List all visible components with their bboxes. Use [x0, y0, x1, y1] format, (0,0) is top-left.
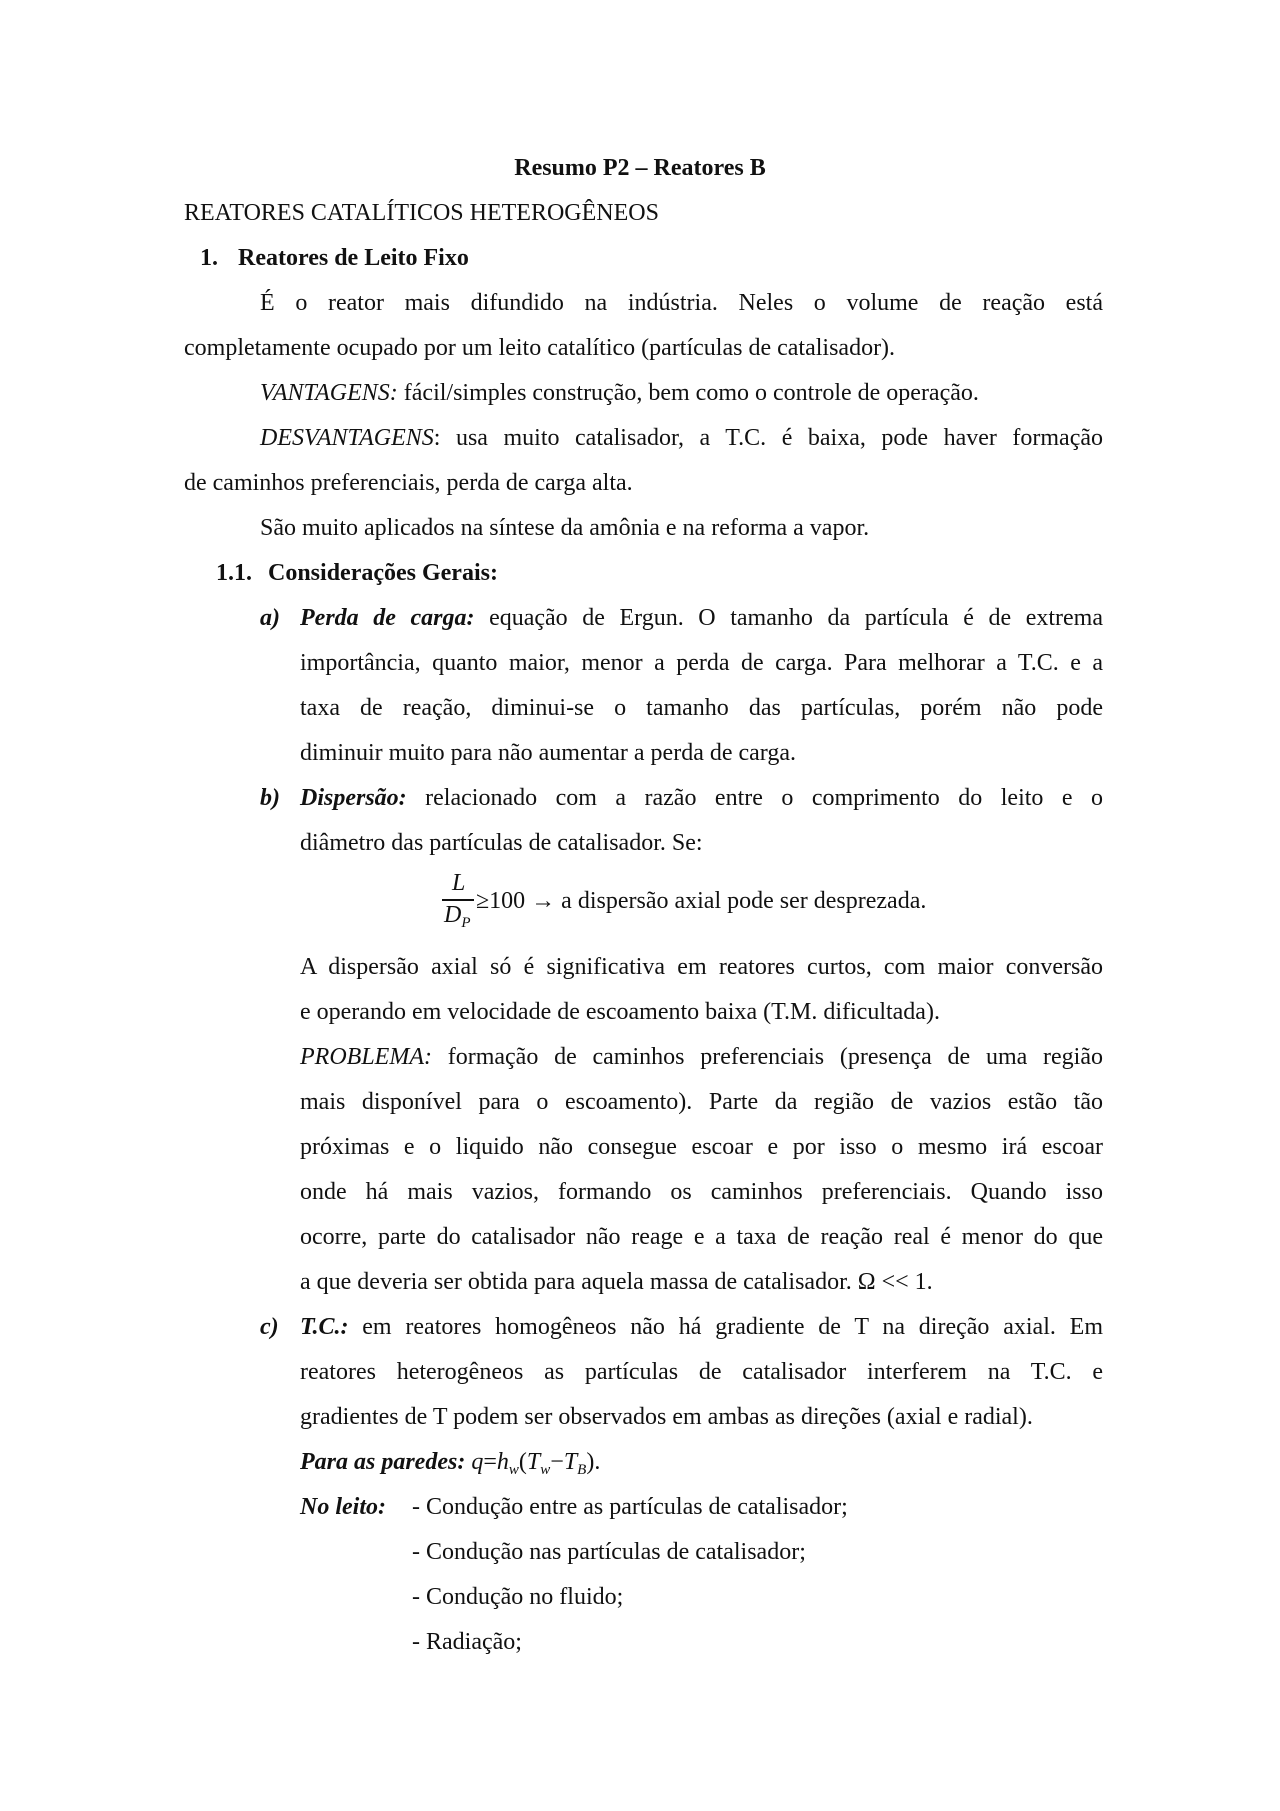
heading-1-number: 1. — [200, 245, 218, 271]
problema-line: a que deveria ser obtida para aquela massa de catalisador. Ω << 1. — [300, 1269, 933, 1295]
paragraph-intro-line: completamente ocupado por um leito catalítico (partículas de catalisador). — [184, 335, 896, 361]
heading-1: Reatores de Leito Fixo — [238, 245, 469, 271]
fraction-bar — [442, 899, 474, 901]
item-a-line: Perda de carga: equação de Ergun. O tamanho da partícula é de extrema — [300, 605, 1103, 631]
item-a-line: taxa de reação, diminui-se o tamanho das partículas, porém não pode — [300, 695, 1103, 721]
item-b-paragraph-line: e operando em velocidade de escoamento baixa (T.M. dificultada). — [300, 999, 940, 1025]
heading-1-1: Considerações Gerais: — [268, 560, 498, 586]
leito-item: - Condução no fluido; — [412, 1584, 624, 1610]
equation-denominator: $D_P$ — [444, 902, 471, 931]
paredes-equation: $q=h_w(T_w-T_B)$ — [471, 1449, 595, 1478]
problema-line: ocorre, parte do catalisador não reage e a taxa de reação real é menor do que — [300, 1224, 1103, 1250]
leito-item: - Condução entre as partículas de catalisador; — [412, 1494, 848, 1520]
item-c-line: gradientes de T podem ser observados em ambas as direções (axial e radial). — [300, 1404, 1033, 1430]
leito-label: No leito: — [300, 1494, 386, 1520]
problema-line: PROBLEMA: formação de caminhos preferenciais (presença de uma região — [300, 1044, 1103, 1070]
item-b-paragraph-line: A dispersão axial só é significativa em reatores curtos, com maior conversão — [300, 954, 1103, 980]
item-b-line: diâmetro das partículas de catalisador. Se: — [300, 830, 703, 856]
item-a-line: diminuir muito para não aumentar a perda de carga. — [300, 740, 797, 766]
equation-numerator: L — [452, 870, 466, 896]
list-marker-c: c) — [260, 1314, 279, 1340]
item-b-line: Dispersão: relacionado com a razão entre o comprimento do leito e o — [300, 785, 1104, 811]
vantagens-text: fácil/simples construção, bem como o controle de operação. — [403, 380, 979, 406]
equation-rhs: ≥100 → a dispersão axial pode ser desprezada. — [476, 888, 927, 914]
page-title: Resumo P2 – Reatores B — [514, 155, 766, 181]
desvantagens-text-line: de caminhos preferenciais, perda de carga alta. — [184, 470, 633, 496]
item-a-line: importância, quanto maior, menor a perda de carga. Para melhorar a T.C. e a — [300, 650, 1103, 676]
problema-line: próximas e o liquido não consegue escoar e por isso o mesmo irá escoar — [300, 1134, 1103, 1160]
paredes-line: Para as paredes: $q=h_w(T_w-T_B)$. — [300, 1449, 601, 1478]
vantagens-label: VANTAGENS: — [260, 380, 398, 406]
problema-line: mais disponível para o escoamento). Parte da região de vazios estão tão — [300, 1089, 1103, 1115]
paredes-label: Para as paredes: — [300, 1449, 466, 1475]
problema-line: onde há mais vazios, formando os caminhos preferenciais. Quando isso — [300, 1179, 1103, 1205]
item-c-line: T.C.: em reatores homogêneos não há gradiente de T na direção axial. Em — [300, 1314, 1104, 1340]
desvantagens-paragraph — [260, 423, 1103, 453]
desvantagens-label: DESVANTAGENS — [260, 425, 434, 451]
item-a-label: Perda de carga: — [300, 605, 475, 631]
item-c-label: T.C.: — [300, 1314, 349, 1340]
heading-1-1-number: 1.1. — [216, 560, 252, 586]
section-heading: REATORES CATALÍTICOS HETEROGÊNEOS — [184, 200, 659, 226]
problema-label: PROBLEMA: — [300, 1044, 432, 1070]
leito-item: - Radiação; — [412, 1629, 522, 1655]
applications-paragraph: São muito aplicados na síntese da amônia e na reforma a vapor. — [260, 515, 870, 541]
paragraph-intro-line: É o reator mais difundido na indústria. Neles o volume de reação está — [260, 290, 1103, 316]
leito-item: - Condução nas partículas de catalisador; — [412, 1539, 806, 1565]
list-marker-b: b) — [260, 785, 280, 811]
vantagens-paragraph — [260, 378, 979, 408]
desvantagens-text: : usa muito catalisador, a T.C. é baixa, pode haver formação — [433, 425, 1103, 451]
list-marker-a: a) — [260, 605, 280, 631]
item-b-label: Dispersão: — [300, 785, 407, 811]
item-c-line: reatores heterogêneos as partículas de catalisador interferem na T.C. e — [300, 1359, 1103, 1385]
